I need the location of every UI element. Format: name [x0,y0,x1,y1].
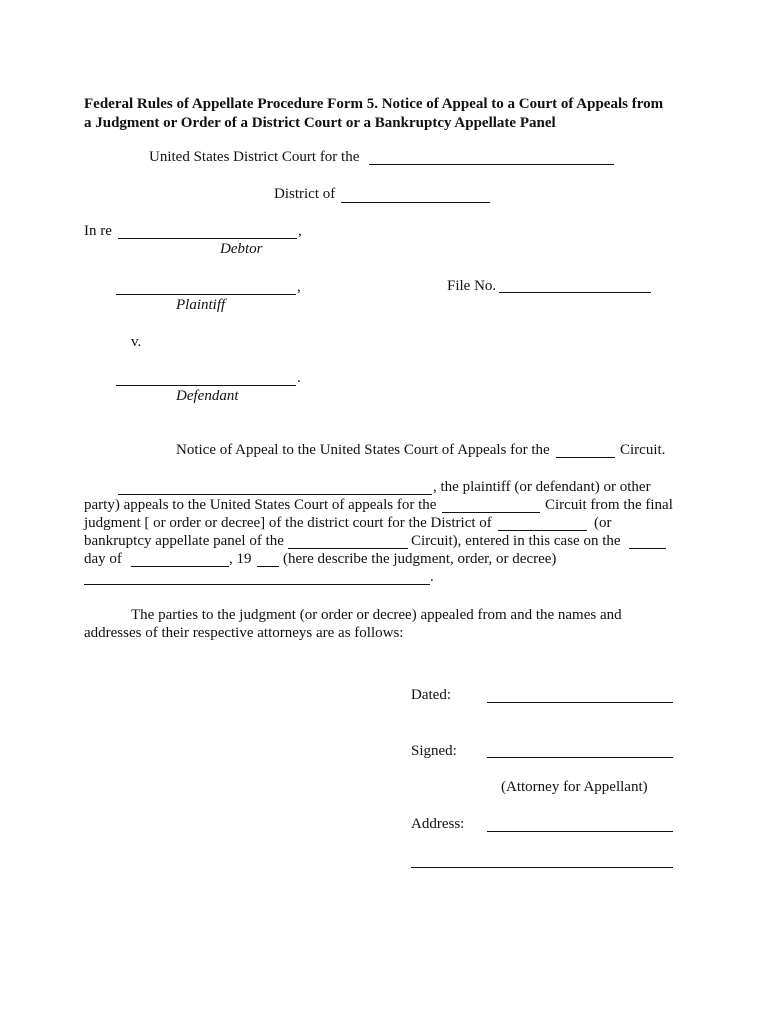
dated-label: Dated: [411,687,451,703]
entry-day-blank[interactable] [629,548,666,549]
file-no-blank[interactable] [499,292,651,293]
body-line-5a: day of [84,551,122,567]
district-of-blank[interactable] [498,530,587,531]
notice-heading-text: Notice of Appeal to the United States Court of Appeals for the [176,442,550,458]
plaintiff-label: Plaintiff [176,297,226,313]
signature-blank[interactable] [487,757,673,758]
file-no-label: File No. [447,278,497,294]
form-title-line-2: a Judgment or Order of a District Court or a Bankruptcy Appellate Panel [84,115,556,131]
plaintiff-comma: , [297,279,301,295]
judgment-description-blank[interactable] [84,584,430,585]
court-label-text: United States District Court for the [149,149,360,165]
court-label [149,149,359,166]
address-label: Address: [411,816,465,832]
in-re-label: In re [84,223,112,239]
entry-month-blank[interactable] [131,566,229,567]
address-blank-2[interactable] [411,867,673,868]
address-blank-1[interactable] [487,831,673,832]
defendant-period: . [297,370,301,386]
body-line-5c: (here describe the judgment, order, or decree) [283,551,557,567]
body-line-3a: judgment [ or order or decree] of the district court for the District of [84,515,492,531]
body-line-2b: Circuit from the final [545,497,673,513]
debtor-name-blank[interactable] [118,238,297,239]
notice-circuit-blank[interactable] [556,457,615,458]
body-line-4a: bankruptcy appellate panel of the [84,533,284,549]
court-of-appeals-circuit-blank[interactable] [442,512,540,513]
attorney-label: (Attorney for Appellant) [501,779,648,795]
notice-heading-circuit: Circuit. [620,442,666,458]
court-name-blank[interactable] [369,164,614,165]
body-line-3b: (or [594,515,612,531]
appellant-name-blank[interactable] [118,494,432,495]
body-line-4b: Circuit), entered in this case on the [411,533,621,549]
dated-blank[interactable] [487,702,673,703]
debtor-comma: , [298,223,302,239]
parties-line-1: The parties to the judgment (or order or decree) appealed from and the names and [131,607,622,623]
form-title-line-1: Federal Rules of Appellate Procedure Form 5. Notice of Appeal to a Court of Appeals from [84,96,664,112]
parties-line-2: addresses of their respective attorneys are as follows: [84,625,404,641]
defendant-name-blank[interactable] [116,385,296,386]
versus-label: v. [131,334,142,350]
body-line-6-end: . [430,569,434,585]
signed-label: Signed: [411,743,457,759]
debtor-label: Debtor [220,241,263,257]
district-blank[interactable] [341,202,490,203]
district-label: District of [274,186,336,202]
body-line-1: , the plaintiff (or defendant) or other [433,479,651,495]
defendant-label: Defendant [176,388,239,404]
body-line-5b: , 19 [229,551,252,567]
plaintiff-name-blank[interactable] [116,294,296,295]
appellate-panel-circuit-blank[interactable] [288,548,408,549]
entry-year-blank[interactable] [257,566,279,567]
body-line-2a: party) appeals to the United States Court of appeals for the [84,497,437,513]
